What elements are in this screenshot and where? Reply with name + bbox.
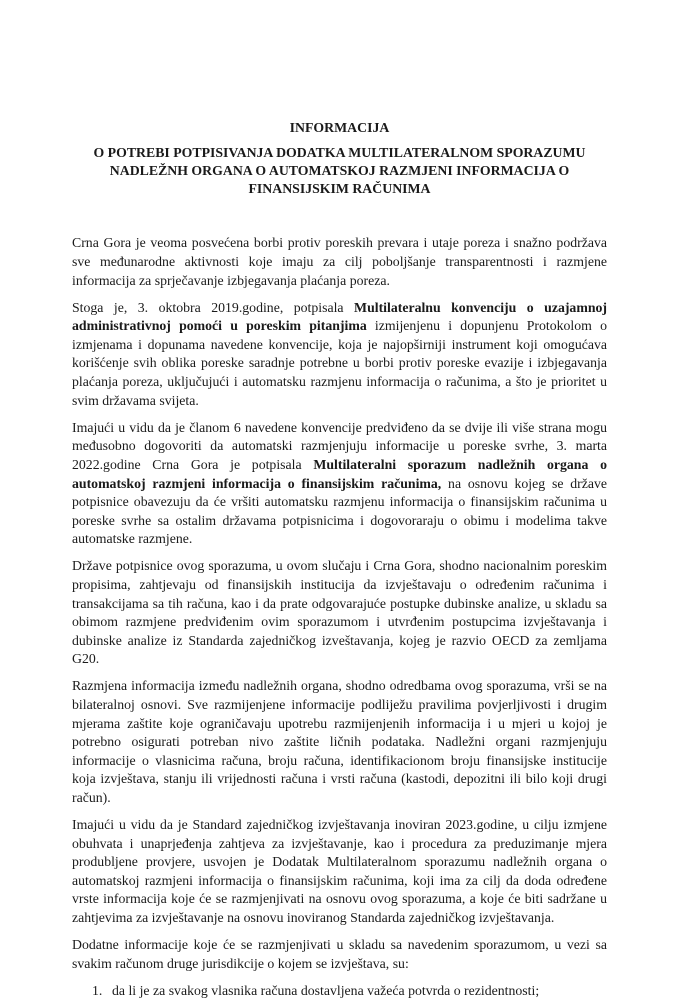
list-number: 1. (92, 983, 103, 999)
paragraph-bold-text: Multilateralnu konvenciju o uzajamnoj administrativnoj pomoći u poreskim pitanjima (72, 299, 607, 334)
numbered-list (72, 982, 607, 1001)
paragraph-text: Imajući u vidu da je Standard zajedničkog izvještavanja inoviran 2023.godine, u cilju izmjene obuhvata i unaprjeđenja zahtjeva za izvještavanje, kao i procedura za preduzimanje mjera produbljene provjere, usvojen je Dodatak Multilateralnom sporazumu nadležnih organa o automatskoj razmjeni informacija o finansijskim računima, koji ima za cilj da doda određene vrste informacija koje će se razmjenjivati na osnovu ovog sporazuma, a koje će biti sadržane u zahtjevima za izvještavanje na osnovu inoviranog Standarda zajedničkog izvještavanja. (72, 817, 607, 926)
paragraph-text: Države potpisnice ovog sporazuma, u ovom slučaju i Crna Gora, shodno nacionalnim poreskim propisima, zahtjevaju od finansijskih institucija da izvještavaju o određenim računima i transakcijama sa tih računa, kao i da prate odgovarajuće postupke dubinske analize, u skladu sa obimom razmjene predviđenim ovim sporazumom i utvrđenim postupcima izvještavanja i dubinske analize iz Standarda zajedničkog izveštavanja, kojeg je razvio OECD za zemljama G20. (72, 558, 607, 667)
paragraph-text: na osnovu kojeg se države potpisnice obavezuju da će vršiti automatsku razmjenu informacija o finansijskim računima u poreske svrhe sa ostalim državama potpisnicima i dogovoraraju o obimu i modelima takve automatske razmjene. (72, 475, 607, 547)
list-item (72, 982, 607, 1001)
paragraph-bold-text: Multilateralni sporazum nadležnih organa o automatskoj razmjeni informacija o finansijskim računima, (72, 456, 607, 491)
document-page (72, 119, 607, 1001)
document-subtitle: O POTREBI POTPISIVANJA DODATKA MULTILATERALNOM SPORAZUMU NADLEŽNH ORGANA O AUTOMATSKOJ RAZMJENI INFORMACIJA O FINANSIJSKIM RAČUNIMA (93, 144, 586, 197)
paragraph-intro (72, 234, 607, 290)
paragraph-agreement (72, 419, 607, 549)
paragraph-standard (72, 816, 607, 928)
paragraph-text: Razmjena informacija između nadležnih organa, shodno odredbama ovog sporazuma, vrši se na bilateralnoj osnovi. Sve razmijenjene informacije podliježu pravilima povjerljivosti i drugim mjerama zaštite koje ograničavaju upotrebu razmijenjenih informacija i u mjeri u kojoj je potrebno osigurati potreban nivo zaštite ličnih podataka. Nadležni organi razmjenjuju informacije o vlasnicima računa, broju računa, identifikacionom broju finansijske institucije koja izvještava, stanju ili vrijednosti računa i vrsti računa (kastodi, depozitni ili bilo koji drugi račun). (72, 678, 607, 806)
paragraph-text: Crna Gora je veoma posvećena borbi protiv poreskih prevara i utaje poreza i snažno podržava sve međunarodne aktivnosti koje imaju za cilj poboljšanje transparentnosti i razmjene informacija za sprječavanje izbjegavanja plaćanja poreza. (72, 235, 607, 288)
paragraph-convention (72, 299, 607, 411)
paragraph-additional (72, 936, 607, 973)
paragraph-text: Stoga je, 3. oktobra 2019.godine, potpisala (72, 299, 355, 315)
list-item-text: da li je za svakog vlasnika računa dostavljena važeća potvrda o rezidentnosti; (112, 983, 540, 999)
document-title: INFORMACIJA (289, 120, 390, 135)
paragraph-exchange (72, 677, 607, 807)
paragraph-text: Dodatne informacije koje će se razmjenjivati u skladu sa navedenim sporazumom, u vezi sa svakim računom druge jurisdikcije o kojem se izvještava, su: (72, 937, 607, 971)
paragraph-text: Imajući u vidu da je članom 6 navedene konvencije predviđeno da se dvije ili više strana mogu međusobno dogovoriti da automatski razmjenjuju informacije u poreske svrhe, 3. marta 2022.godine Crna Gora je potpisala (72, 419, 607, 472)
paragraph-signatories (72, 557, 607, 669)
paragraph-text: izmijenjenu i dopunjenu Protokolom o izmjenama i dopunama navedene konvencije, koja je najopširniji instrument koji omogućava korišćenje svih oblika poreske saradnje potrebne u borbi protiv poreske evazije i izbjegavanja plaćanja poreza, uključujući i automatsku razmjenu informacija o računima, a što je prioritet u svim državama svijeta. (72, 318, 607, 408)
